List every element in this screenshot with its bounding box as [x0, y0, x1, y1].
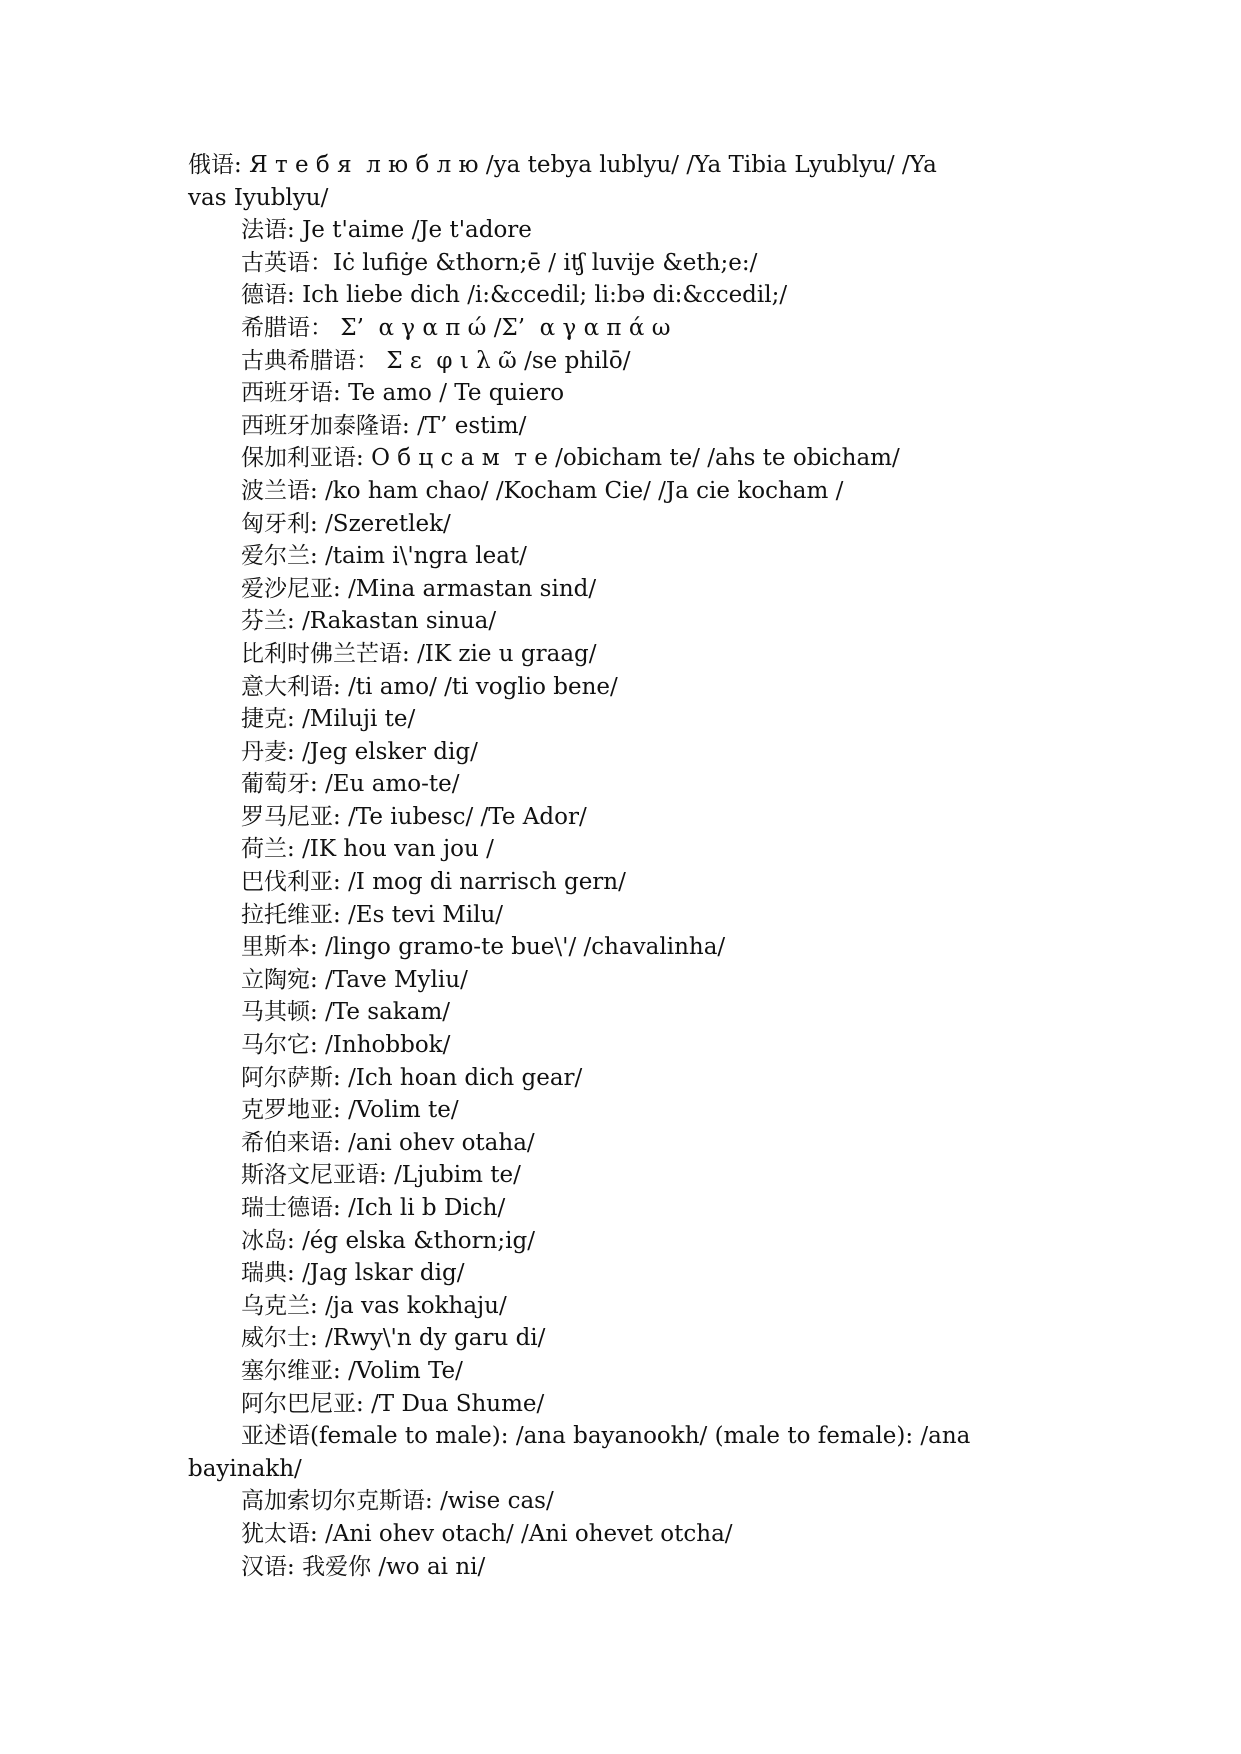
phrase: 我爱你 /wo ai ni/ — [302, 1553, 486, 1580]
phrase: /ég elska &thorn;ig/ — [302, 1227, 535, 1254]
line-yiddish: 犹太语: /Ani ohev otach/ /Ani ohevet otcha/ — [241, 1520, 733, 1547]
language-name: 葡萄牙 — [241, 771, 310, 798]
language-name: 冰岛 — [241, 1227, 287, 1254]
language-name: 阿尔巴尼亚 — [241, 1390, 356, 1417]
phrase: bayinakh/ — [188, 1455, 302, 1482]
line-welsh: 威尔士: /Rwy\'n dy garu di/ — [241, 1325, 546, 1352]
phrase: Я т е б я л ю б л ю /ya tebya lublyu/ /Ya Tibia Lyublyu/ /Ya — [249, 152, 937, 178]
language-name: 马其顿 — [241, 999, 310, 1026]
line-bulgarian: 保加利亚语: О б ц с а м т е /obicham te/ /ahs te obicham/ — [241, 445, 900, 472]
phrase: /Volim Te/ — [348, 1357, 463, 1384]
line-icelandic: 冰岛: /ég elska &thorn;ig/ — [241, 1227, 535, 1254]
language-name: 古典希腊语 — [241, 347, 356, 374]
language-name: 芬兰 — [241, 608, 287, 635]
line-chinese: 汉语: 我爱你 /wo ai ni/ — [241, 1553, 486, 1580]
phrase: /T Dua Shume/ — [371, 1390, 545, 1417]
language-name: 亚述语 — [241, 1423, 310, 1450]
line-polish: 波兰语: /ko ham chao/ /Kocham Cie/ /Ja cie kocham / — [241, 477, 844, 504]
line-ukrainian: 乌克兰: /ja vas kokhaju/ — [241, 1292, 507, 1319]
language-name: 威尔士 — [241, 1325, 310, 1352]
phrase: /Jeg elsker dig/ — [302, 738, 478, 765]
language-name: 俄语 — [188, 152, 234, 178]
phrase: /Mina armastan sind/ — [348, 575, 597, 602]
line-russian-cont — [188, 182, 1058, 215]
line-assyrian-cont — [188, 1453, 1058, 1486]
language-name: 西班牙加泰隆语 — [241, 412, 402, 439]
line-alsatian: 阿尔萨斯: /Ich hoan dich gear/ — [241, 1064, 583, 1091]
phrase: /ko ham chao/ /Kocham Cie/ /Ja cie kocham / — [325, 477, 844, 504]
line-circassian: 高加索切尔克斯语: /wise cas/ — [241, 1488, 554, 1515]
line-estonian: 爱沙尼亚: /Mina armastan sind/ — [241, 575, 597, 602]
language-name: 希伯来语 — [241, 1129, 333, 1156]
phrase: Te amo / Te quiero — [348, 380, 565, 407]
line-czech: 捷克: /Miluji te/ — [241, 706, 416, 733]
phrase: /Jag lskar dig/ — [302, 1260, 465, 1287]
phrase: /Inhobbok/ — [325, 1032, 451, 1059]
language-name: 波兰语 — [241, 477, 310, 504]
line-albanian: 阿尔巴尼亚: /T Dua Shume/ — [241, 1390, 545, 1417]
line-ancient-greek: 古典希腊语： Σ ε φ ι λ ῶ /se philō/ — [241, 347, 631, 374]
language-name: 荷兰 — [241, 836, 287, 863]
phrase: Σ ε φ ι λ ῶ /se philō/ — [386, 347, 631, 374]
line-lisbon: 里斯本: /lingo gramo-te bue\'/ /chavalinha/ — [241, 934, 726, 961]
language-name: 立陶宛 — [241, 966, 310, 993]
line-spanish: 西班牙语: Te amo / Te quiero — [241, 380, 565, 407]
phrase: /Eu amo-te/ — [325, 771, 460, 798]
line-flemish: 比利时佛兰芒语: /IK zie u graag/ — [241, 640, 597, 667]
line-slovenian: 斯洛文尼亚语: /Ljubim te/ — [241, 1162, 521, 1189]
line-italian: 意大利语: /ti amo/ /ti voglio bene/ — [241, 673, 618, 700]
line-russian: 俄语: Я т е б я л ю б л ю /ya tebya lublyu/ /Ya Tibia Lyublyu/ /Ya — [188, 152, 937, 178]
line-macedonian: 马其顿: /Te sakam/ — [241, 999, 451, 1026]
phrase: Σ’ α γ α π ώ /Σ’ α γ α π ά ω — [340, 314, 671, 341]
line-latvian: 拉托维亚: /Es tevi Milu/ — [241, 901, 504, 928]
phrase: vas Iyublyu/ — [188, 184, 329, 211]
line-romanian: 罗马尼亚: /Te iubesc/ /Te Ador/ — [241, 803, 587, 830]
phrase: /Es tevi Milu/ — [348, 901, 504, 928]
line-french: 法语: Je t'aime /Je t'adore — [241, 217, 532, 244]
language-name: 阿尔萨斯 — [241, 1064, 333, 1091]
phrase: /ja vas kokhaju/ — [325, 1292, 507, 1319]
language-name: 马尔它 — [241, 1032, 310, 1059]
line-maltese: 马尔它: /Inhobbok/ — [241, 1032, 451, 1059]
line-old-english: 古英语：Iċ lufiġe &thorn;ē / iʧ luvije &eth;e:/ — [241, 249, 758, 276]
phrase: /Miluji te/ — [302, 706, 416, 733]
phrase: /Tave Myliu/ — [325, 966, 468, 993]
language-name: 塞尔维亚 — [241, 1357, 333, 1384]
phrase: (female to male): /ana bayanookh/ (male to female): /ana — [310, 1423, 971, 1450]
phrase: /wise cas/ — [440, 1488, 554, 1515]
line-german: 德语: Ich liebe dich /i:&ccedil; li:bə di:&ccedil;/ — [241, 282, 788, 309]
language-name: 乌克兰 — [241, 1292, 310, 1319]
phrase: /taim i\'ngra leat/ — [325, 543, 527, 570]
phrase: /ani ohev otaha/ — [348, 1129, 535, 1156]
language-name: 瑞士德语 — [241, 1195, 333, 1221]
language-name: 克罗地亚 — [241, 1097, 333, 1124]
line-swiss-german: 瑞士德语: /Ich li b Dich/ — [241, 1195, 506, 1221]
language-name: 德语 — [241, 282, 287, 309]
language-name: 保加利亚语 — [241, 445, 356, 472]
language-name: 高加索切尔克斯语 — [241, 1488, 425, 1515]
phrase: Iċ lufiġe &thorn;ē / iʧ luvije &eth;e:/ — [333, 249, 758, 276]
phrase: /ti amo/ /ti voglio bene/ — [348, 673, 618, 700]
language-name: 捷克 — [241, 706, 287, 733]
language-name: 爱尔兰 — [241, 543, 310, 570]
language-name: 丹麦 — [241, 738, 287, 765]
language-name: 古英语 — [241, 249, 310, 276]
phrase: /T’ estim/ — [417, 412, 527, 439]
language-name: 犹太语 — [241, 1520, 310, 1547]
line-swedish: 瑞典: /Jag lskar dig/ — [241, 1260, 465, 1287]
language-name: 匈牙利 — [241, 510, 310, 537]
language-name: 比利时佛兰芒语 — [241, 640, 402, 667]
phrase: О б ц с а м т е /obicham te/ /ahs te obicham/ — [371, 445, 900, 472]
phrase: /Te iubesc/ /Te Ador/ — [348, 803, 587, 830]
line-lithuanian: 立陶宛: /Tave Myliu/ — [241, 966, 468, 993]
phrase: /Rakastan sinua/ — [302, 608, 497, 635]
language-name: 罗马尼亚 — [241, 803, 333, 830]
language-name: 拉托维亚 — [241, 901, 333, 928]
language-name: 里斯本 — [241, 934, 310, 961]
line-hebrew: 希伯来语: /ani ohev otaha/ — [241, 1129, 535, 1156]
phrase: /I mog di narrisch gern/ — [348, 869, 626, 896]
line-greek: 希腊语： Σ’ α γ α π ώ /Σ’ α γ α π ά ω — [241, 314, 671, 341]
line-serbian: 塞尔维亚: /Volim Te/ — [241, 1357, 463, 1384]
language-name: 法语 — [241, 217, 287, 244]
line-portuguese: 葡萄牙: /Eu amo-te/ — [241, 771, 460, 798]
line-catalan: 西班牙加泰隆语: /T’ estim/ — [241, 412, 527, 439]
language-name: 西班牙语 — [241, 380, 333, 407]
phrase: /Ich hoan dich gear/ — [348, 1064, 583, 1091]
line-croatian: 克罗地亚: /Volim te/ — [241, 1097, 459, 1124]
line-finnish: 芬兰: /Rakastan sinua/ — [241, 608, 497, 635]
phrase: /Rwy\'n dy garu di/ — [325, 1325, 546, 1352]
phrase: Je t'aime /Je t'adore — [302, 217, 532, 244]
line-bavarian: 巴伐利亚: /I mog di narrisch gern/ — [241, 869, 626, 896]
phrase: /Te sakam/ — [325, 999, 451, 1026]
phrase: /Ani ohev otach/ /Ani ohevet otcha/ — [325, 1520, 733, 1547]
language-name: 巴伐利亚 — [241, 869, 333, 896]
phrase: /IK zie u graag/ — [417, 640, 597, 667]
language-name: 瑞典 — [241, 1260, 287, 1287]
phrase: /lingo gramo-te bue\'/ /chavalinha/ — [325, 934, 726, 961]
language-name: 意大利语 — [241, 673, 333, 700]
language-name: 希腊语 — [241, 314, 310, 341]
line-hungarian: 匈牙利: /Szeretlek/ — [241, 510, 451, 537]
line-irish: 爱尔兰: /taim i\'ngra leat/ — [241, 543, 527, 570]
phrase: Ich liebe dich /i:&ccedil; li:bə di:&ccedil;/ — [302, 282, 788, 309]
line-danish: 丹麦: /Jeg elsker dig/ — [241, 738, 478, 765]
phrase: /Szeretlek/ — [325, 510, 451, 537]
language-name: 斯洛文尼亚语 — [241, 1162, 379, 1189]
language-name: 爱沙尼亚 — [241, 575, 333, 602]
line-dutch: 荷兰: /IK hou van jou / — [241, 836, 494, 863]
phrase: /Ljubim te/ — [394, 1162, 521, 1189]
document-body — [188, 149, 1058, 1583]
line-assyrian — [188, 1420, 1058, 1453]
phrase: /Ich li b Dich/ — [348, 1195, 506, 1221]
phrase: /Volim te/ — [348, 1097, 459, 1124]
phrase: /IK hou van jou / — [302, 836, 494, 863]
language-name: 汉语 — [241, 1553, 287, 1580]
